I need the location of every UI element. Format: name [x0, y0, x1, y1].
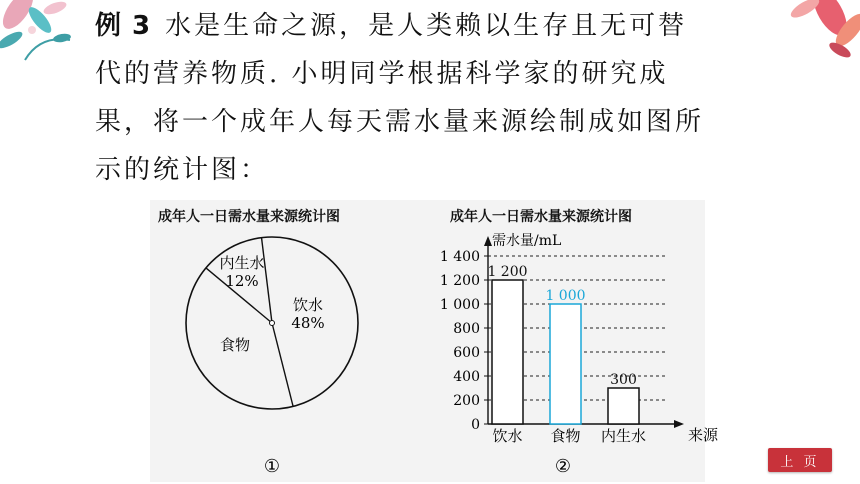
- bar-x-axis-label: 来源: [688, 426, 719, 444]
- bar-y-tick-label: 1 400: [439, 249, 480, 265]
- bar-category-label: 饮水: [492, 427, 523, 445]
- problem-line-3: 果，将一个成年人每天需水量来源绘制成如图所: [95, 107, 705, 137]
- pie-center-dot: [270, 321, 275, 326]
- bar-y-tick-label: 400: [453, 369, 480, 385]
- figure-area: [150, 200, 719, 482]
- problem-line-4: 示的统计图：: [95, 155, 270, 185]
- bar-y-tick-label: 200: [453, 393, 480, 409]
- bar-y-tick-label: 1 200: [439, 273, 480, 289]
- problem-statement: [95, 2, 795, 194]
- bar-chart-title: 成年人一日需水量来源统计图: [450, 209, 632, 225]
- bar-y-tick-label: 600: [453, 345, 480, 361]
- bar-figure-label: ②: [554, 456, 572, 477]
- pie-chart: [150, 200, 719, 482]
- pie-figure-label: ①: [263, 456, 281, 477]
- pie-chart-title: 成年人一日需水量来源统计图: [158, 209, 340, 225]
- pie-slice-label: 饮水: [292, 296, 324, 314]
- bar-value-label: 1 200: [487, 264, 528, 280]
- bar-y-tick-label: 1 000: [439, 297, 480, 313]
- bar-category-label: 食物: [550, 427, 581, 445]
- pie-slice-percent: 48%: [291, 314, 325, 332]
- problem-line-2: 代的营养物质. 小明同学根据科学家的研究成: [95, 59, 669, 89]
- bar-y-axis-arrow-icon: [484, 236, 492, 246]
- bar-y-tick-label: 0: [471, 417, 480, 433]
- bar-2: [608, 388, 639, 424]
- bar-y-axis-label: 需水量/mL: [492, 233, 562, 249]
- pie-boundary-1: [272, 323, 293, 406]
- problem-label: 例 3: [95, 11, 152, 41]
- bar-y-tick-label: 800: [453, 321, 480, 337]
- bar-x-axis-arrow-icon: [674, 420, 684, 428]
- leaf-decoration-left-icon: [0, 0, 90, 80]
- pie-slice-label: 食物: [219, 336, 251, 354]
- bar-value-label: 300: [610, 372, 637, 388]
- bar-0: [492, 280, 523, 424]
- prev-page-button[interactable]: 上 页: [768, 448, 832, 472]
- pie-slice-percent: 12%: [225, 272, 259, 290]
- problem-line-1: 例 3 水是生命之源，是人类赖以生存且无可替: [95, 11, 688, 41]
- bar-1: [550, 304, 581, 424]
- pie-slice-label: 内生水: [219, 254, 265, 272]
- bar-value-label: 1 000: [545, 288, 586, 304]
- pie-boundary-0: [262, 238, 272, 323]
- bar-category-label: 内生水: [600, 427, 647, 445]
